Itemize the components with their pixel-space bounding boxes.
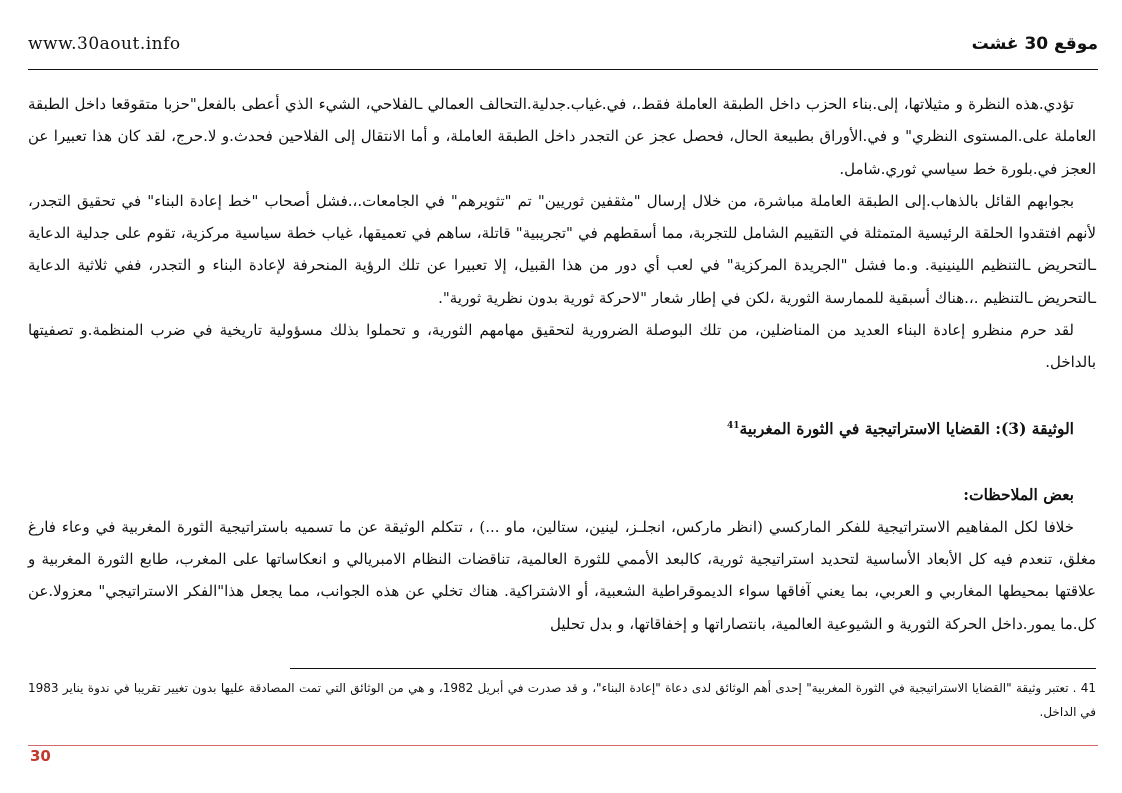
section-gap bbox=[28, 445, 1096, 479]
document-heading-text: الوثيقة (3): القضايا الاستراتيجية في الثورة المغربية bbox=[739, 418, 1074, 438]
site-url[interactable]: www.30aout.info bbox=[28, 34, 181, 54]
header-divider bbox=[28, 69, 1098, 70]
footnote-text: تعتبر وثيقة "القضايا الاستراتيجية في الثورة المغربية" إحدى أهم الوثائق لدى دعاة "إعادة البناء"، و قد صدرت في أبريل 1982، و هي من الوثائق التي تمت المصادقة عليها بدون تغيير تقريبا في ندوة يناير 1983 في الداخل. bbox=[28, 681, 1096, 719]
footnote-number: 41 . bbox=[1072, 681, 1096, 695]
page-header bbox=[28, 34, 1098, 64]
document-heading bbox=[28, 413, 1096, 445]
section-gap bbox=[28, 379, 1096, 413]
footnote-reference[interactable]: 41 bbox=[727, 420, 740, 431]
paragraph: تؤدي.هذه النظرة و مثيلاتها، إلى.بناء الحزب داخل الطبقة العاملة فقط.، في.غياب.جدلية.التحالف العمالي ـالفلاحي، الشيء الذي أعطى بالفعل"حزبا متقوقعا داخل الطبقة العاملة على.المستوى النظري" و في.الأوراق بطبيعة الحال، فحصل عجز عن التجدر داخل الطبقة العاملة، و أما الانتقال إلى الفلاحين فحدث.و لا.حرج، لقد كان هذا تعبيرا عن العجز في.بلورة خط سياسي ثوري.شامل. bbox=[28, 95, 1096, 178]
paragraph: خلافا لكل المفاهيم الاستراتيجية للفكر الماركسي (انظر ماركس، انجلـز، لينين، ستالين، ماو ...) ، تتكلم الوثيقة عن ما تسميه باستراتيجية الثورة المغربية في وعاء فارغ مغلق، تنعدم فيه كل الأبعاد الأساسية لتحديد استراتيجية ثورية، كالبعد الأممي للثورة العالمية، تناقضات النظام الامبريالي و انعكاساتها على المغرب، طابع الثورة المغربية و علاقتها بمحيطها المغاربي و العربي، بما يعني آفاقها سواء الديموقراطية الشعبية، أو الاشتراكية. هناك تخلي عن هذه الجوانب، مما يجعل هذا"الفكر الاستراتيجي" معزولا.عن كل.ما يمور.داخل الحركة الثورية و الشيوعية العالمية، بانتصاراتها و إخفاقاتها، و بدل تحليل bbox=[28, 517, 1096, 633]
paragraph: لقد حرم منظرو إعادة البناء العديد من المناضلين، من تلك البوصلة الضرورية لتحقيق مهامهم الثورية، و تحملوا بذلك مسؤولية تاريخية في ضرب المنظمة.و تصفيتها بالداخل. bbox=[28, 321, 1096, 372]
body-text bbox=[28, 88, 1096, 640]
footer-divider bbox=[28, 745, 1098, 746]
footnote bbox=[28, 676, 1096, 724]
footnote-divider bbox=[290, 668, 1096, 669]
subheading: بعض الملاحظات: bbox=[963, 484, 1074, 504]
page-number: 30 bbox=[30, 747, 51, 765]
paragraph: بجوابهم القائل بالذهاب.إلى الطبقة العاملة مباشرة، من خلال إرسال "مثقفين ثوريين" تم "تثويرهم" في الجامعات.،.فشل أصحاب "خط إعادة البناء" في تحقيق التجدر، لأنهم افتقدوا الحلقة الرئيسية المتمثلة في التقييم الشامل للتجربة، مما أسقطهم في "تجريبية" قاتلة، ساهم في تعميقها، غياب خطة سياسية مركزية، تقوم على جدلية الدعاية ـالتحريض ـالتنظيم اللينينية. و.ما فشل "الجريدة المركزية" في لعب أي دور من هذا القبيل، إلا تعبيرا عن تلك الرؤية المنحرفة لإعادة البناء و التجدر، ففي ثلاثية الدعاية ـالتحريض ـالتنظيم .،.هناك أسبقية للممارسة الثورية ،لكن في إطار شعار "لاحركة ثورية بدون نظرية ثورية". bbox=[28, 191, 1096, 307]
site-title: موقع 30 غشت bbox=[971, 34, 1098, 54]
